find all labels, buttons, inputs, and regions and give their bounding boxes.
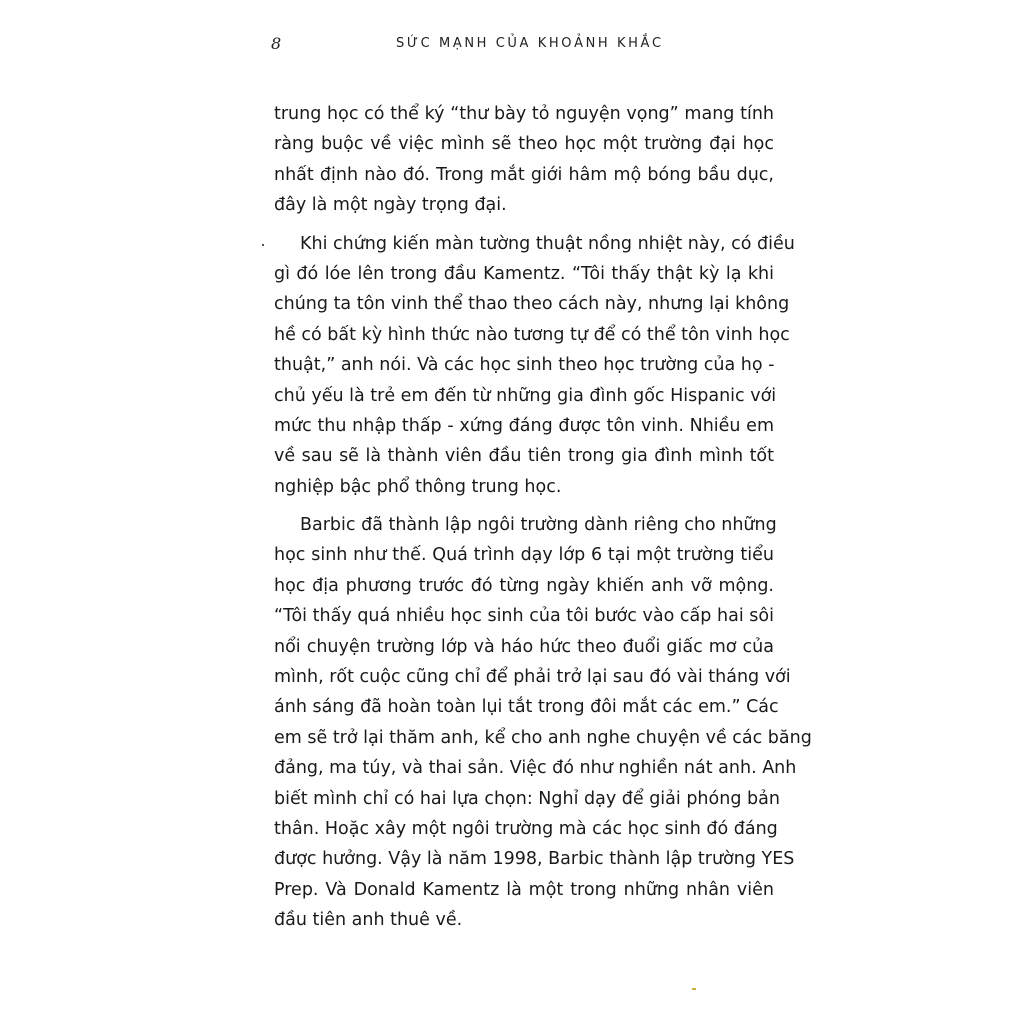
- paragraph-3: [274, 510, 812, 935]
- text-line: học sinh như thế. Quá trình dạy lớp 6 tại một trường tiểu: [274, 545, 774, 566]
- text-line: về sau sẽ là thành viên đầu tiên trong gia đình mình tốt: [274, 446, 774, 467]
- text-line: Barbic đã thành lập ngôi trường dành riêng cho những: [300, 515, 777, 536]
- paragraph-1: [274, 99, 774, 221]
- stray-mark: [262, 244, 264, 246]
- text-line: học địa phương trước đó từng ngày khiến anh vỡ mộng.: [274, 575, 774, 596]
- page-number: 8: [271, 34, 282, 53]
- text-line: hề có bất kỳ hình thức nào tương tự để có thể tôn vinh học: [274, 324, 790, 345]
- text-line: đầu tiên anh thuê về.: [274, 910, 463, 931]
- text-line: chúng ta tôn vinh thể thao theo cách này, nhưng lại không: [274, 294, 790, 315]
- text-line: biết mình chỉ có hai lựa chọn: Nghỉ dạy để giải phóng bản: [274, 788, 780, 809]
- text-line: thân. Hoặc xây một ngôi trường mà các học sinh đó đáng: [274, 818, 778, 839]
- text-line: mức thu nhập thấp - xứng đáng được tôn vinh. Nhiều em: [274, 415, 774, 436]
- text-line: trung học có thể ký “thư bày tỏ nguyện vọng” mang tính: [274, 104, 774, 124]
- body-text: [274, 99, 812, 936]
- text-line: nhất định nào đó. Trong mắt giới hâm mộ bóng bầu dục,: [274, 164, 774, 185]
- paragraph-2: [274, 229, 795, 503]
- text-line: đảng, ma túy, và thai sản. Việc đó như nghiền nát anh. Anh: [274, 758, 797, 779]
- text-line: chủ yếu là trẻ em đến từ những gia đình gốc Hispanic với: [274, 385, 777, 406]
- text-line: ràng buộc về việc mình sẽ theo học một trường đại học: [274, 134, 774, 155]
- text-line: thuật,” anh nói. Và các học sinh theo học trường của họ -: [274, 355, 775, 376]
- text-line: em sẽ trở lại thăm anh, kể cho anh nghe chuyện về các băng: [274, 727, 812, 748]
- text-line: nghiệp bậc phổ thông trung học.: [274, 476, 562, 497]
- text-line: gì đó lóe lên trong đầu Kamentz. “Tôi thấy thật kỳ lạ khi: [274, 263, 774, 284]
- stray-mark: [692, 988, 696, 990]
- text-line: “Tôi thấy quá nhiều học sinh của tôi bước vào cấp hai sôi: [274, 606, 774, 627]
- text-line: mình, rốt cuộc cũng chỉ để phải trở lại sau đó vài tháng với: [274, 667, 791, 688]
- running-head: SỨC MẠNH CỦA KHOẢNH KHẮC: [396, 36, 664, 51]
- text-line: Prep. Và Donald Kamentz là một trong những nhân viên: [274, 879, 774, 900]
- text-line: được hưởng. Vậy là năm 1998, Barbic thành lập trường YES: [274, 849, 795, 870]
- text-line: đây là một ngày trọng đại.: [274, 195, 507, 216]
- text-line: nổi chuyện trường lớp và háo hức theo đuổi giấc mơ của: [274, 636, 774, 657]
- text-line: Khi chứng kiến màn tường thuật nồng nhiệt này, có điều: [300, 233, 795, 254]
- text-line: ánh sáng đã hoàn toàn lụi tắt trong đôi mắt các em.” Các: [274, 697, 779, 718]
